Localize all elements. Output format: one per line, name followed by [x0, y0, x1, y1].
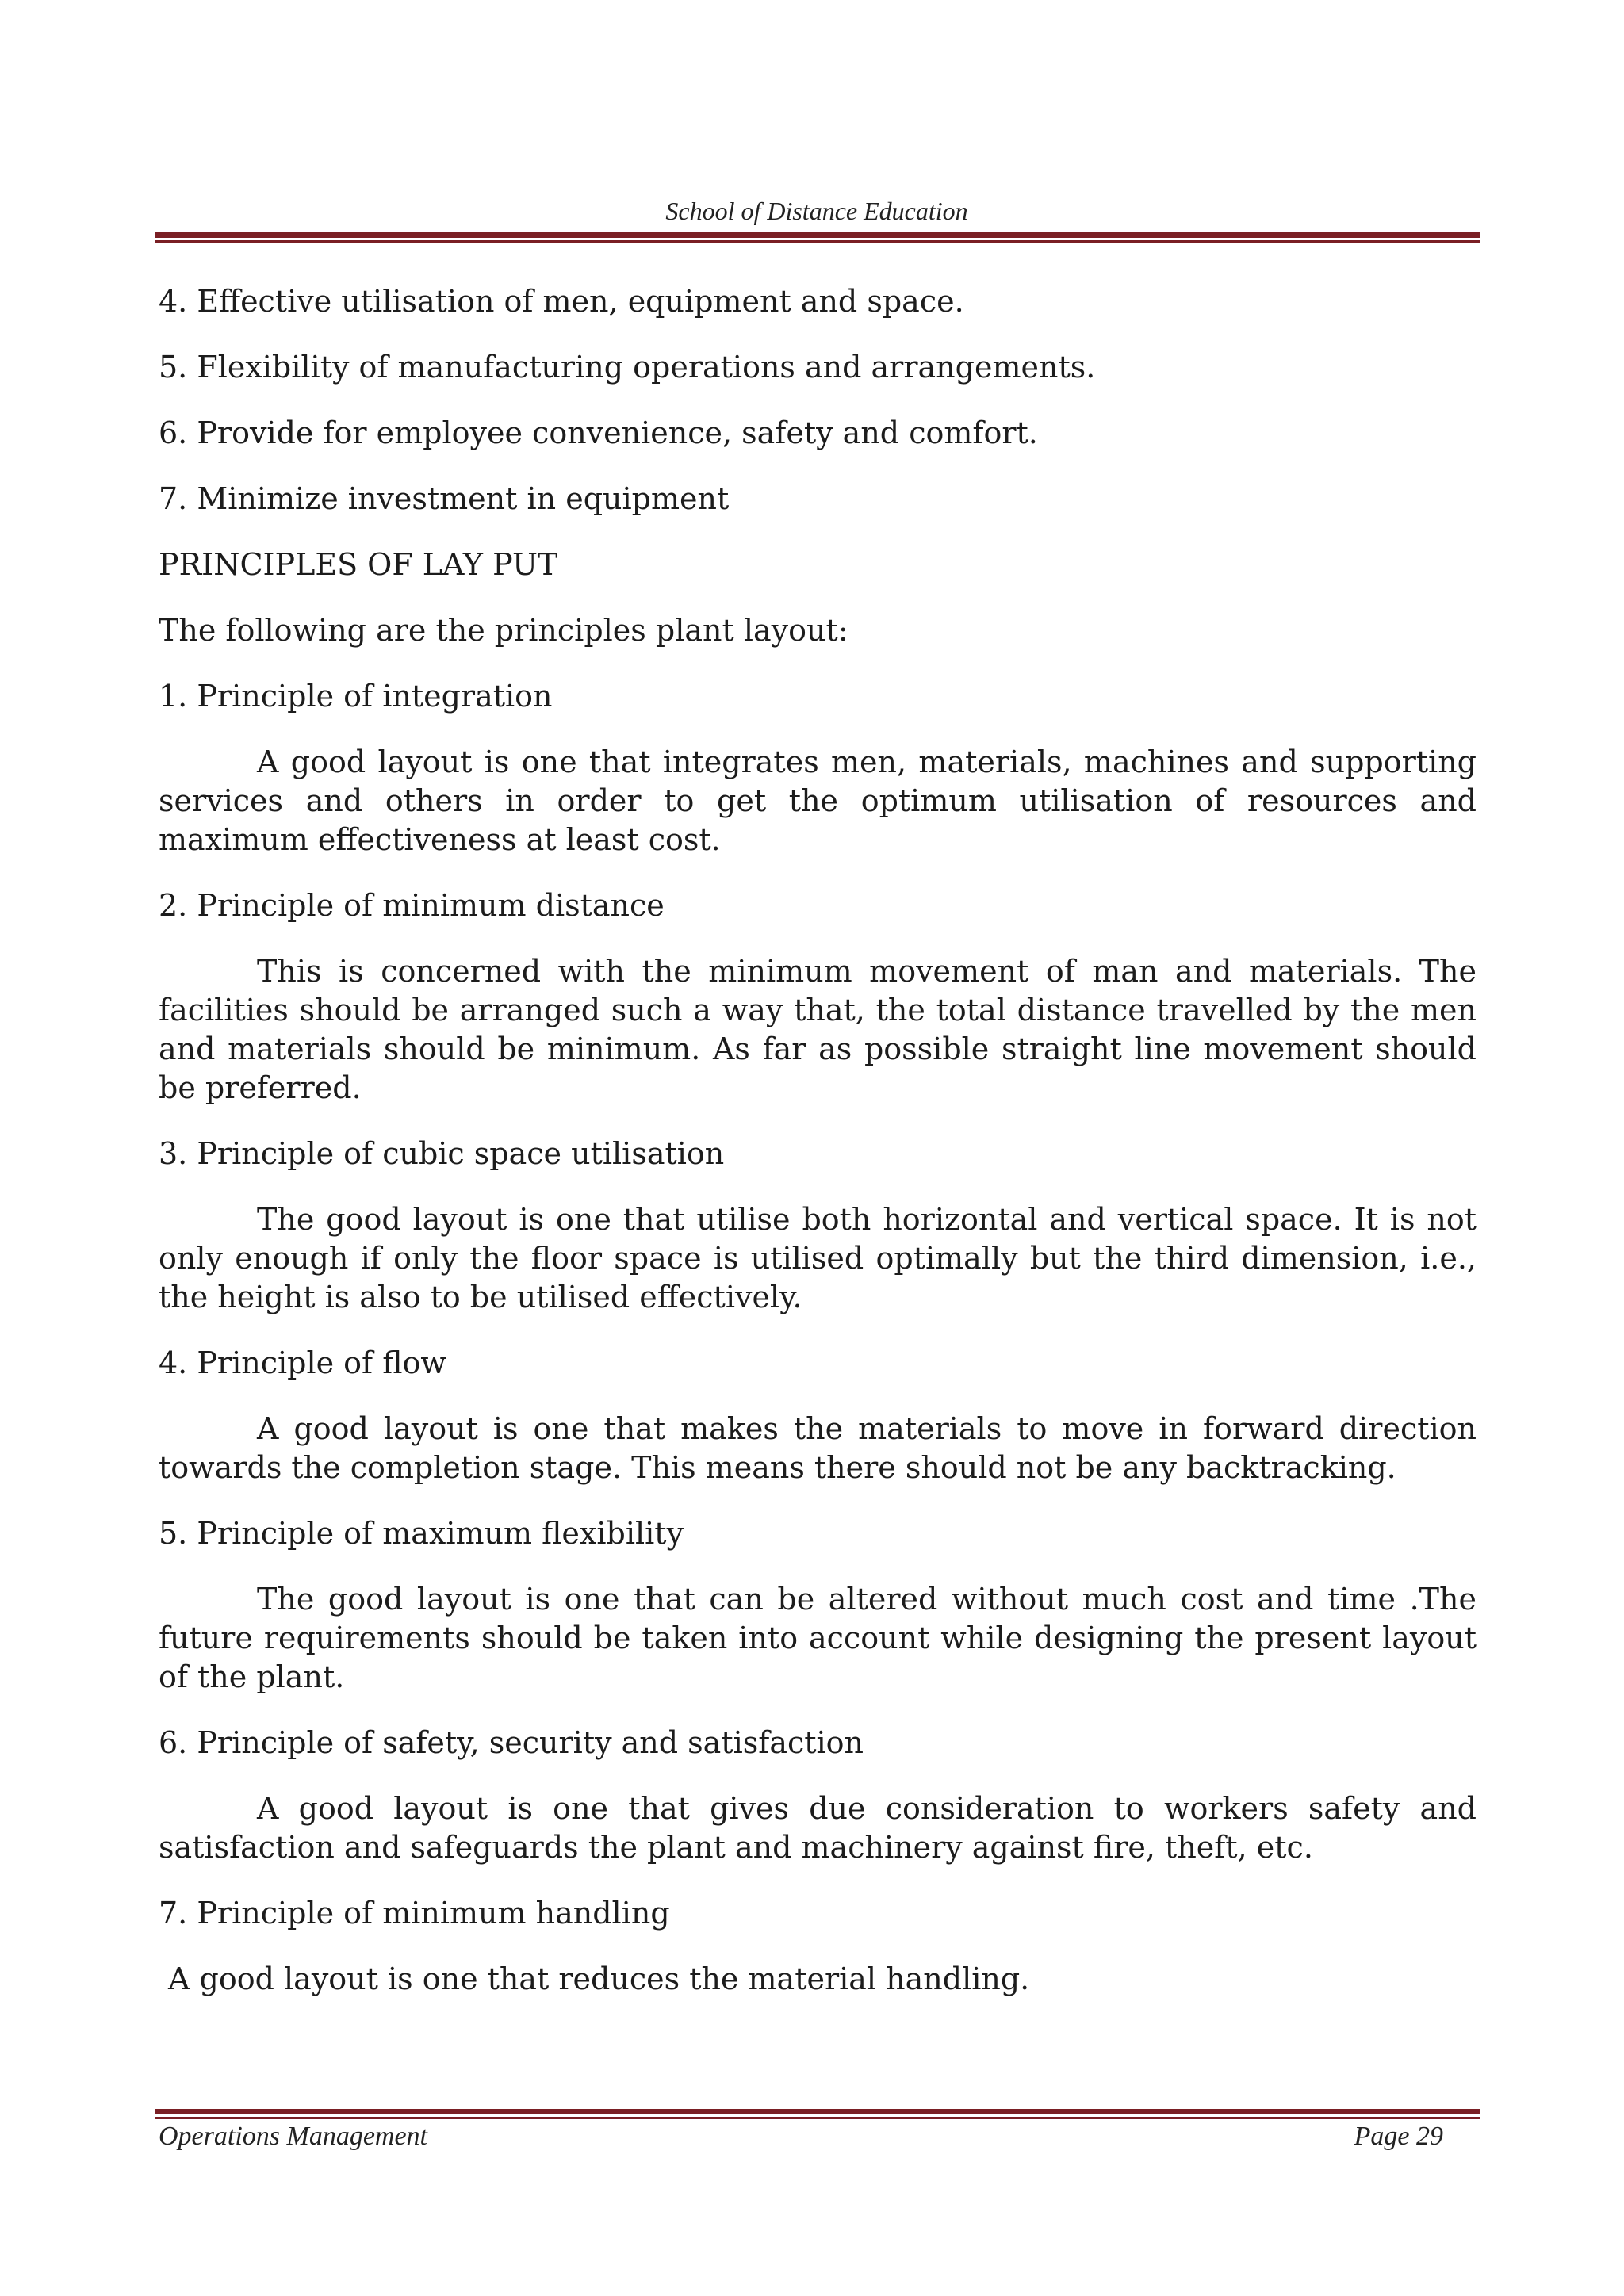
- principle-heading: 6. Principle of safety, security and satisfaction: [159, 1725, 864, 1760]
- principle-text: A good layout is one that integrates men, materials, machines and supporting services and others in order to get the optimum utilisation of resources and maximum effectiveness at least cost.: [159, 744, 1477, 857]
- list-item: 4. Effective utilisation of men, equipment and space.: [159, 284, 964, 319]
- list-item: 7. Minimize investment in equipment: [159, 481, 730, 516]
- principle-heading: 4. Principle of flow: [159, 1345, 446, 1380]
- section-heading: PRINCIPLES OF LAY PUT: [159, 547, 558, 582]
- footer-rule: [155, 2109, 1480, 2119]
- principle-heading: 2. Principle of minimum distance: [159, 888, 665, 923]
- principle-heading: 3. Principle of cubic space utilisation: [159, 1136, 725, 1171]
- intro-sentence: The following are the principles plant layout:: [159, 613, 848, 648]
- page-number: Page 29: [1354, 2122, 1443, 2151]
- principle-heading: 1. Principle of integration: [159, 679, 553, 714]
- principle-text: A good layout is one that gives due consideration to workers safety and satisfaction and safeguards the plant and machinery against fire, theft, etc.: [159, 1791, 1477, 1865]
- list-item: 5. Flexibility of manufacturing operations and arrangements.: [159, 350, 1096, 385]
- principle-heading: 7. Principle of minimum handling: [159, 1896, 670, 1931]
- principle-text: This is concerned with the minimum movement of man and materials. The facilities should be arranged such a way that, the total distance travelled by the men and materials should be minimum. As far as possible straight line movement should be preferred.: [159, 954, 1477, 1105]
- principle-text: A good layout is one that makes the materials to move in forward direction towards the completion stage. This means there should not be any backtracking.: [159, 1411, 1477, 1485]
- principle-text: The good layout is one that utilise both horizontal and vertical space. It is not only enough if only the floor space is utilised optimally but the third dimension, i.e., the height is also to be utilised effectively.: [159, 1202, 1477, 1314]
- principle-text: The good layout is one that can be altered without much cost and time .The future requirements should be taken into account while designing the present layout of the plant.: [159, 1582, 1477, 1694]
- list-item: 6. Provide for employee convenience, safety and comfort.: [159, 415, 1038, 450]
- header-rule: [155, 232, 1480, 243]
- running-header: School of Distance Education: [665, 197, 968, 225]
- principle-heading: 5. Principle of maximum flexibility: [159, 1516, 684, 1551]
- principle-text: A good layout is one that reduces the material handling.: [168, 1961, 1030, 1996]
- body-content: [159, 282, 1477, 1999]
- footer-course-title: Operations Management: [159, 2122, 428, 2151]
